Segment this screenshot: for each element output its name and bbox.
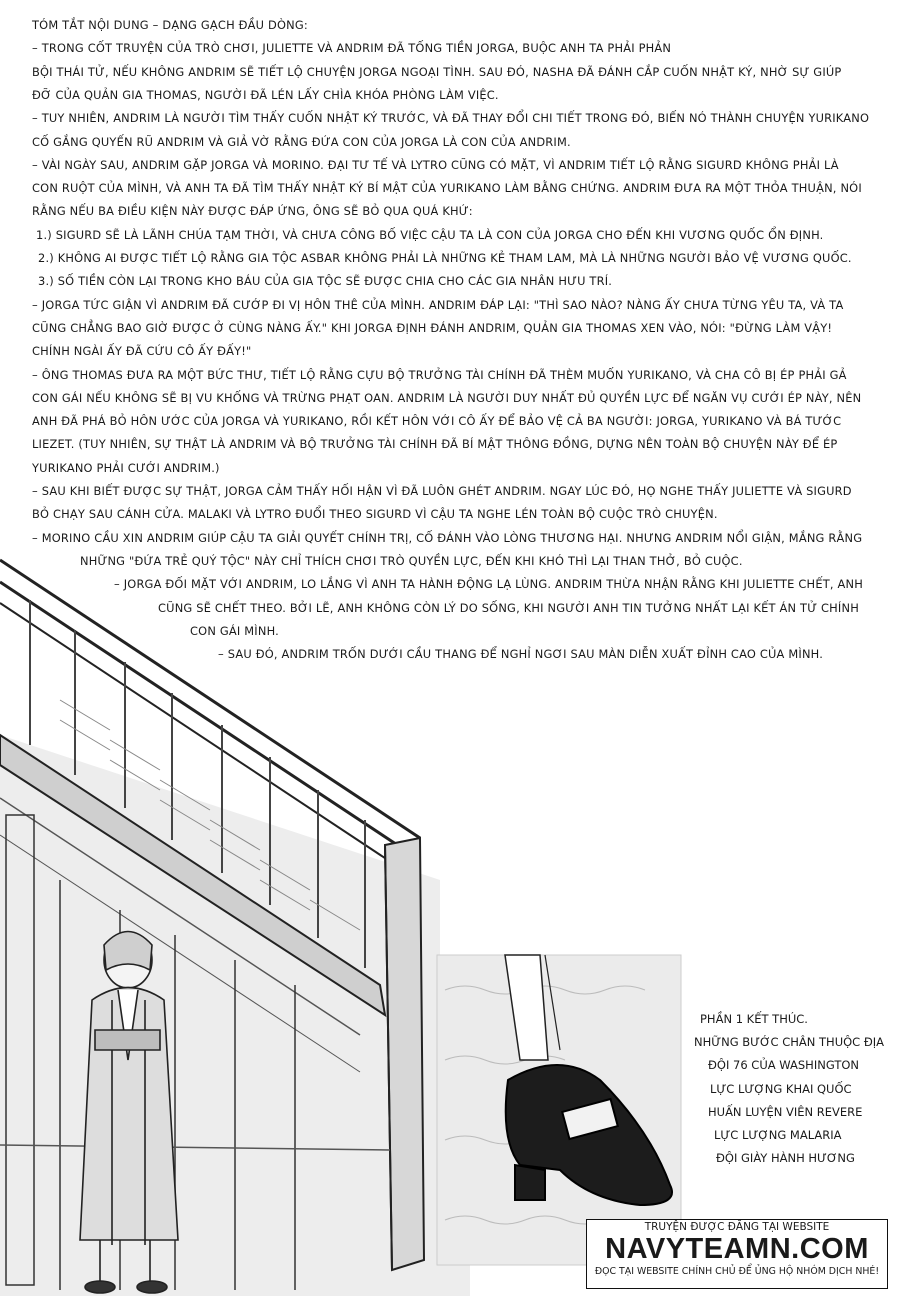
summary-line: – VÀI NGÀY SAU, ANDRIM GẶP JORGA VÀ MORINO. ĐẠI TƯ TẾ VÀ LYTRO CŨNG CÓ MẶT, VÌ ANDRIM TIẾT LỘ RẰNG SIGURD KHÔNG PHẢI LÀ [32,157,839,172]
summary-line: CON RUỘT CỦA MÌNH, VÀ ANH TA ĐÃ TÌM THẤY NHẬT KÝ BÍ MẬT CỦA YURIKANO LÀM BẰNG CHỨNG. ANDRIM ĐƯA RA MỘT THỎA THUẬN, NÓI [32,181,862,196]
summary-line: – JORGA ĐỐI MẶT VỚI ANDRIM, LO LẮNG VÌ ANH TA HÀNH ĐỘNG LẠ LÙNG. ANDRIM THỪA NHẬN RẰNG KHI JULIETTE CHẾT, ANH [114,577,863,592]
summary-line: ĐỠ CỦA QUẢN GIA THOMAS, NGƯỜI ĐÃ LÉN LẤY CHÌA KHÓA PHÒNG LÀM VIỆC. [32,87,499,102]
summary-line: CỐ GẮNG QUYẾN RŨ ANDRIM VÀ GIẢ VỜ RẰNG ĐỨA CON CỦA JORGA LÀ CON CỦA ANDRIM. [32,134,571,149]
credit-line: HUẤN LUYỆN VIÊN REVERE [708,1104,863,1119]
watermark-top: TRUYỆN ĐƯỢC ĐĂNG TẠI WEBSITE [644,1221,830,1233]
summary-line: NHỮNG "ĐỨA TRẺ QUÝ TỘC" NÀY CHỈ THÍCH CHƠI TRÒ QUYỀN LỰC, ĐẾN KHI KHÓ THÌ LẠI THAN THỞ, BỎ CUỘC. [80,553,743,568]
summary-line: – ÔNG THOMAS ĐƯA RA MỘT BỨC THƯ, TIẾT LỘ RẰNG CỰU BỘ TRƯỞNG TÀI CHÍNH ĐÃ THÈM MUỐN YURIKANO, VÀ CHA CÔ BỊ ÉP PHẢI GẢ [32,367,847,382]
summary-line: CŨNG CHẲNG BAO GIỜ ĐƯỢC Ở CÙNG NÀNG ẤY." KHI JORGA ĐỊNH ĐÁNH ANDRIM, QUẢN GIA THOMAS XEN VÀO, NÓI: "ĐỪNG LÀM VẬY! [32,320,833,335]
credit-line: LỰC LƯỢNG KHAI QUỐC [710,1081,852,1096]
summary-line: – TUY NHIÊN, ANDRIM LÀ NGƯỜI TÌM THẤY CUỐN NHẬT KÝ TRƯỚC, VÀ ĐÃ THAY ĐỔI CHI TIẾT TRONG ĐÓ, BIẾN NÓ THÀNH CHUYỆN YURIKANO [32,111,870,126]
condition-item: 3.) SỐ TIỀN CÒN LẠI TRONG KHO BÁU CỦA GIA TỘC SẼ ĐƯỢC CHIA CHO CÁC GIA NHÂN HƯU TRÍ. [38,274,613,289]
summary-line: – SAU KHI BIẾT ĐƯỢC SỰ THẬT, JORGA CẢM THẤY HỐI HẬN VÌ ĐÃ LUÔN GHÉT ANDRIM. NGAY LÚC ĐÓ, HỌ NGHE THẤY JULIETTE VÀ SIGURD [32,484,852,498]
summary-line: YURIKANO PHẢI CƯỚI ANDRIM.) [32,460,220,475]
summary-line: RẰNG NẾU BA ĐIỀU KIỆN NÀY ĐƯỢC ĐÁP ỨNG, ÔNG SẼ BỎ QUA QUÁ KHỨ: [32,204,473,219]
summary-line: BỘI THÁI TỬ, NẾU KHÔNG ANDRIM SẼ TIẾT LỘ CHUYỆN JORGA NGOẠI TÌNH. SAU ĐÓ, NASHA ĐÃ ĐÁNH CẮP CUỐN NHẬT KÝ, NHỜ SỰ GIÚP [32,64,842,79]
staircase-illustration [0,560,470,1296]
summary-line: ANH ĐÃ PHÁ BỎ HÔN ƯỚC CỦA JORGA VÀ YURIKANO, RỒI KẾT HÔN VỚI CÔ ẤY ĐỂ BẢO VỆ CẢ BA NGƯỜI: JORGA, YURIKANO VÀ BÁ TƯỚC [32,414,842,429]
credit-line: ĐỘI 76 CỦA WASHINGTON [708,1058,859,1073]
summary-line: BỎ CHẠY SAU CÁNH CỬA. MALAKI VÀ LYTRO ĐUỔI THEO SIGURD VÌ CẬU TA NGHE LÉN TOÀN BỘ CUỘC TRÒ CHUYỆN. [32,507,718,522]
condition-item: 1.) SIGURD SẼ LÀ LÃNH CHÚA TẠM THỜI, VÀ CHƯA CÔNG BỐ VIỆC CẬU TA LÀ CON CỦA JORGA CHO ĐẾN KHI VƯƠNG QUỐC ỔN ĐỊNH. [36,227,824,242]
credit-line: PHẦN 1 KẾT THÚC. [700,1012,808,1026]
credit-line: LỰC LƯỢNG MALARIA [714,1128,842,1142]
summary-line: – MORINO CẦU XIN ANDRIM GIÚP CẬU TA GIẢI QUYẾT CHÍNH TRỊ, CỐ ĐÁNH VÀO LÒNG THƯƠNG HẠI. NHƯNG ANDRIM NỔI GIẬN, MẮNG RẰNG [32,530,863,545]
summary-line: CHÍNH NGÀI ẤY ĐÃ CỨU CÔ ẤY ĐẤY!" [32,344,252,359]
credit-line: ĐỘI GIÀY HÀNH HƯƠNG [716,1151,855,1166]
summary-line: CŨNG SẼ CHẾT THEO. BỞI LẼ, ANH KHÔNG CÒN LÝ DO SỐNG, KHI NGƯỜI ANH TIN TƯỞNG NHẤT LẠI KẾT ÁN TỬ CHÍNH [158,600,859,615]
summary-title: TÓM TẮT NỘI DUNG – DẠNG GẠCH ĐẦU DÒNG: [32,18,308,32]
summary-line: CON GÁI MÌNH. [190,623,279,638]
site-watermark [586,1219,888,1289]
watermark-bottom: ĐỌC TẠI WEBSITE CHÍNH CHỦ ĐỂ ỦNG HỘ NHÓM DỊCH NHÉ! [594,1266,880,1277]
credit-line: NHỮNG BƯỚC CHÂN THUỘC ĐỊA [694,1035,885,1050]
summary-line: CON GÁI NẾU KHÔNG SẼ BỊ VU KHỐNG VÀ TRỪNG PHẠT OAN. ANDRIM LÀ NGƯỜI DUY NHẤT ĐỦ QUYỀN LỰC ĐỂ NGĂN VỤ CƯỚI ÉP NÀY, NÊN [32,390,862,405]
summary-line: LIEZET. (TUY NHIÊN, SỰ THẬT LÀ ANDRIM VÀ BỘ TRƯỞNG TÀI CHÍNH ĐÃ BÍ MẬT THÔNG ĐỒNG, DỰNG NÊN TOÀN BỘ CHUYỆN NÀY ĐỂ ÉP [32,437,838,452]
summary-line: – SAU ĐÓ, ANDRIM TRỐN DƯỚI CẦU THANG ĐỂ NGHỈ NGƠI SAU MÀN DIỄN XUẤT ĐỈNH CAO CỦA MÌNH. [218,647,824,662]
watermark-site: NAVYTEAMN.COM [605,1233,869,1265]
summary-line: – TRONG CỐT TRUYỆN CỦA TRÒ CHƠI, JULIETTE VÀ ANDRIM ĐÃ TỐNG TIỀN JORGA, BUỘC ANH TA PHẢI PHẢN [32,41,672,56]
summary-line: – JORGA TỨC GIẬN VÌ ANDRIM ĐÃ CƯỚP ĐI VỊ HÔN THÊ CỦA MÌNH. ANDRIM ĐÁP LẠI: "THÌ SAO NÀO? NÀNG ẤY CHƯA TỪNG YÊU TA, VÀ TA [32,297,844,312]
condition-item: 2.) KHÔNG AI ĐƯỢC TIẾT LỘ RẰNG GIA TỘC ASBAR KHÔNG PHẢI LÀ NHỮNG KẺ THAM LAM, MÀ LÀ NHỮNG NGƯỜI BẢO VỆ VƯƠNG QUỐC. [38,251,852,265]
